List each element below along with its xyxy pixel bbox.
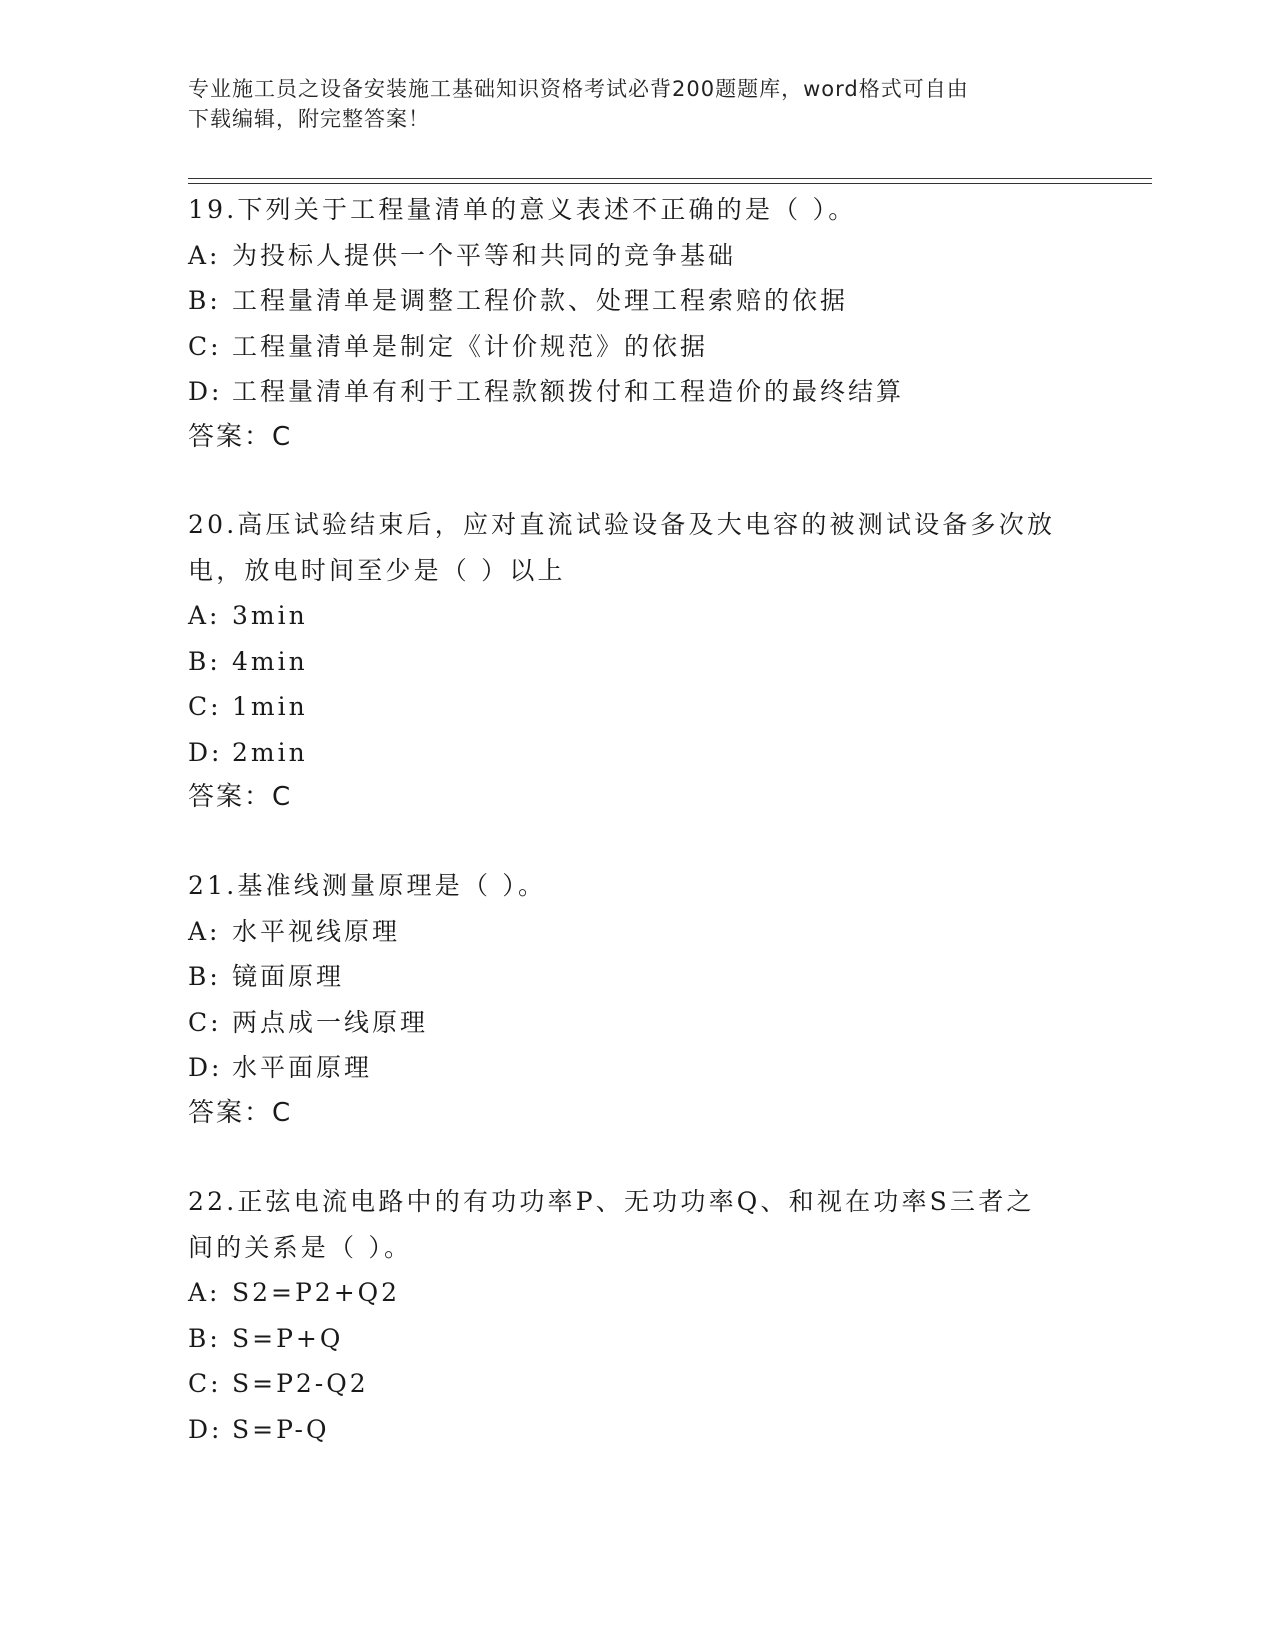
document-header [188,74,1068,134]
option-c [188,684,1088,730]
option-text: 水平面原理 [232,1053,373,1082]
question-22 [188,1179,1088,1452]
option-a [188,1270,1088,1316]
question-stem: 19.下列关于工程量清单的意义表述不正确的是（ ）。 [188,195,857,224]
option-text: 工程量清单是制定《计价规范》的依据 [232,331,709,361]
header-divider-top [188,178,1152,179]
option-label: A: [188,916,221,946]
option-text: S=P+Q [232,1323,344,1353]
option-b [188,639,1088,685]
question-20 [188,502,1088,821]
option-d [188,369,1088,415]
option-text: 为投标人提供一个平等和共同的竞争基础 [232,240,737,270]
option-label: D: [188,1414,223,1444]
option-b [188,1316,1088,1362]
option-label: C: [188,1007,222,1037]
option-text: 4min [232,646,308,676]
question-stem-continued: 间的关系是（ ）。 [188,1232,413,1262]
option-b [188,278,1088,324]
question-stem: 22.正弦电流电路中的有功功率P、无功功率Q、和视在功率S三者之 [188,1187,1035,1216]
question-stem-continued: 电，放电时间至少是（ ）以上 [188,555,566,585]
option-label: B: [188,646,221,676]
option-text: 工程量清单是调整工程价款、处理工程索赔的依据 [232,286,849,315]
option-c [188,324,1088,370]
option-text: 2min [232,737,308,767]
option-label: C: [188,1369,222,1398]
option-label: B: [188,286,221,315]
question-stem: 20.高压试验结束后，应对直流试验设备及大电容的被测试设备多次放 [188,510,1056,539]
question-stem: 21.基准线测量原理是（ ）。 [188,871,547,900]
question-19 [188,187,1088,460]
option-text: 1min [232,692,308,721]
option-text: 镜面原理 [232,962,345,991]
option-label: D: [188,377,223,406]
answer-line: 答案：C [188,782,293,812]
option-text: 两点成一线原理 [232,1007,429,1037]
option-label: B: [188,962,221,991]
option-d [188,730,1088,776]
option-label: C: [188,692,222,721]
option-a [188,593,1088,639]
option-b [188,954,1088,1000]
option-text: S2=P2+Q2 [232,1278,401,1307]
option-a [188,909,1088,955]
option-d [188,1045,1088,1091]
option-c [188,1361,1088,1407]
option-a [188,233,1088,279]
question-21 [188,863,1088,1136]
header-line-1: 专业施工员之设备安装施工基础知识资格考试必背200题题库，word格式可自由 [188,77,969,101]
option-label: A: [188,601,221,630]
option-text: S=P-Q [232,1414,330,1444]
option-c [188,1000,1088,1046]
option-text: 工程量清单有利于工程款额拨付和工程造价的最终结算 [232,377,905,406]
answer-line: 答案：C [188,1097,293,1128]
option-label: C: [188,331,222,361]
option-label: D: [188,737,223,767]
header-divider-bottom [188,183,1152,184]
answer-line: 答案：C [188,421,293,452]
option-d [188,1407,1088,1453]
option-text: S=P2-Q2 [232,1369,369,1398]
option-label: B: [188,1323,221,1353]
option-label: D: [188,1053,223,1082]
option-text: 水平视线原理 [232,916,401,946]
option-text: 3min [232,601,308,630]
option-label: A: [188,240,221,270]
option-label: A: [188,1278,221,1307]
header-line-2: 下载编辑，附完整答案！ [188,107,430,131]
